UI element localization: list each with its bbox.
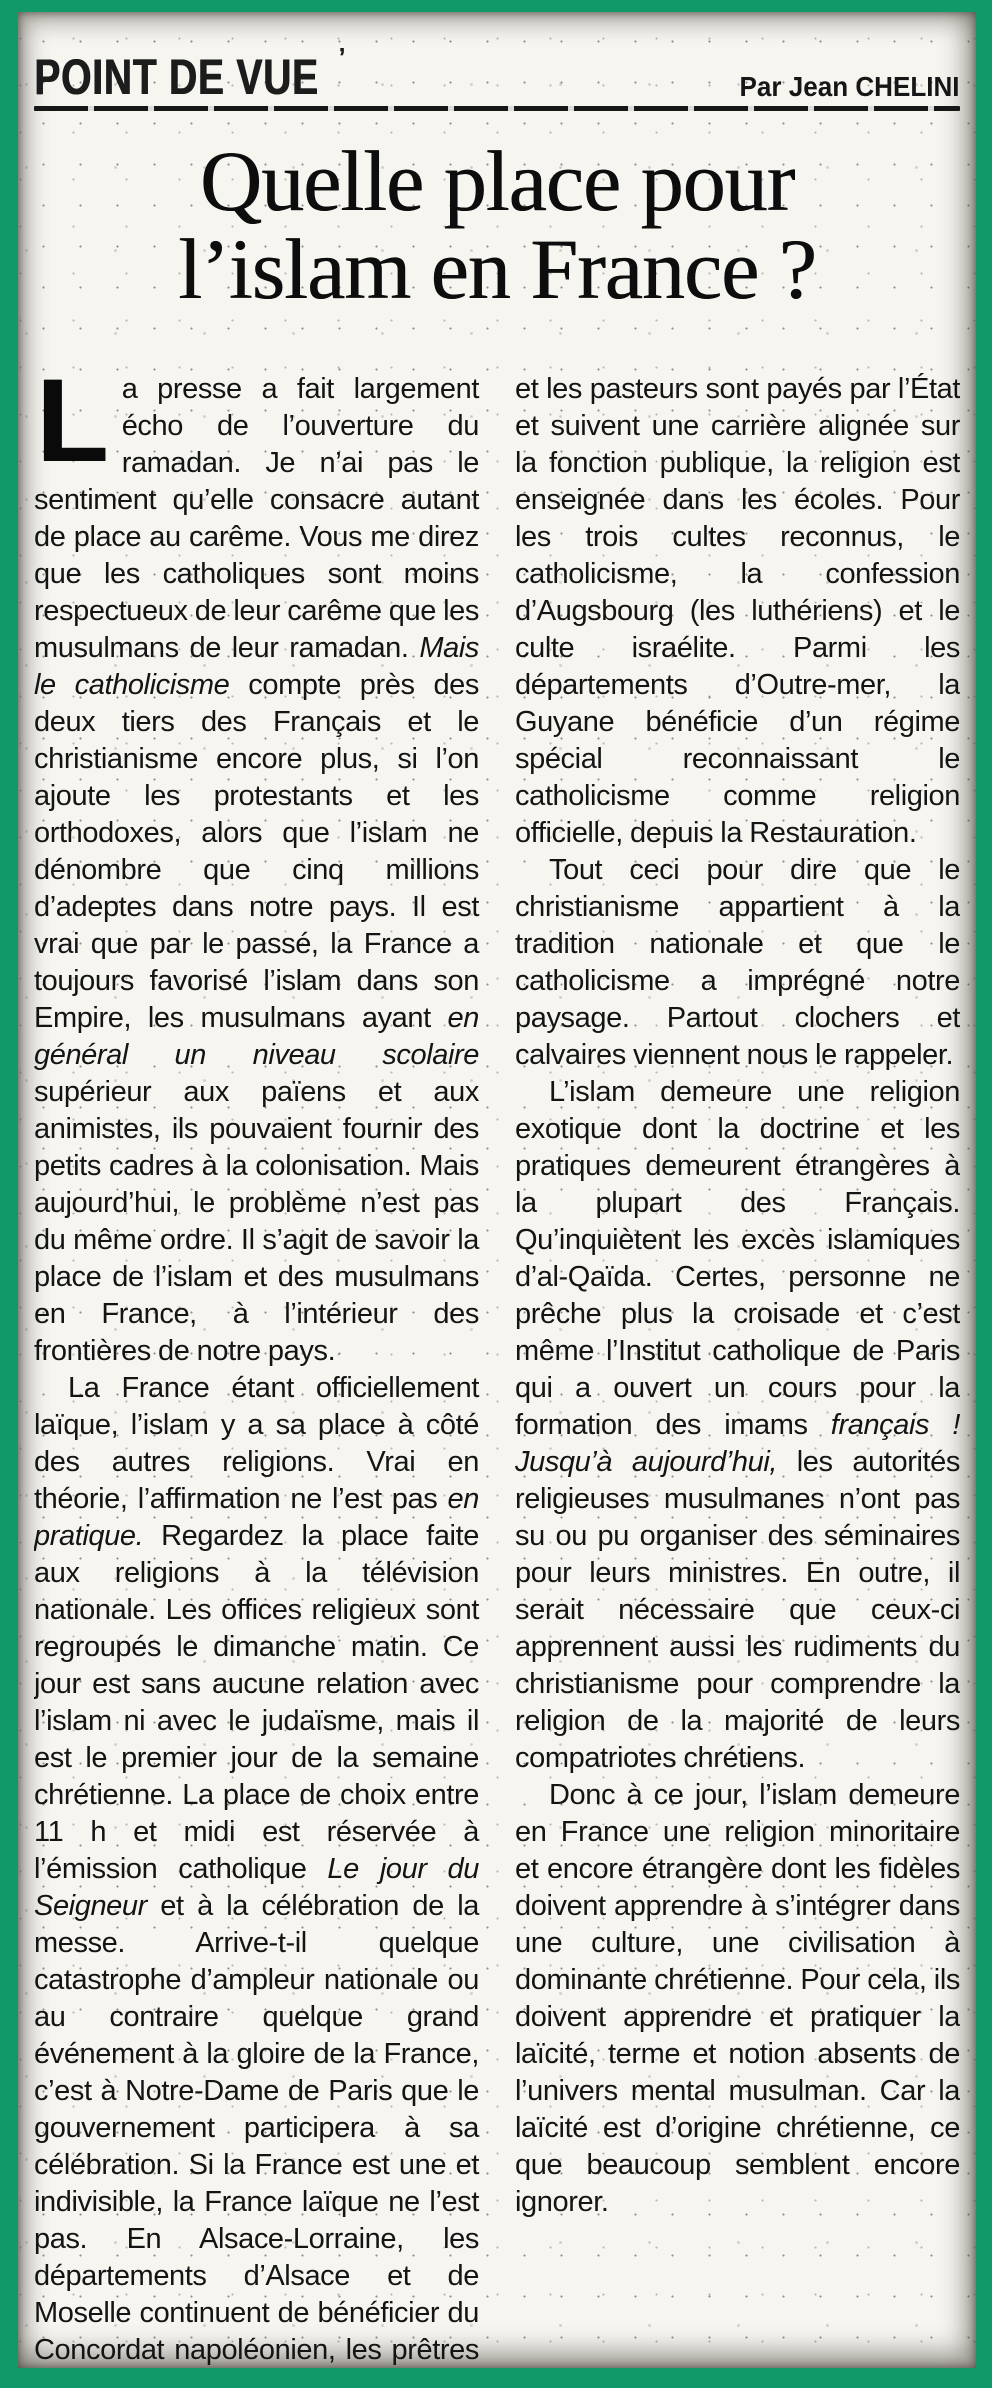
paragraph — [515, 1777, 960, 2221]
article-body — [34, 371, 960, 2368]
masthead-rule — [34, 106, 960, 111]
body-text: les autorités religieuses musulmanes n’ont pas su ou pu organiser des séminaires pour leurs ministres. En outre, il serait nécessaire que ceux-ci apprennent aussi les rudiments du christianisme pour comprendre la religion de la majorité de leurs compatriotes chrétiens. — [515, 1445, 960, 1774]
body-text: La France étant officiellement laïque, l’islam y a sa place à côté des autres religions. Vrai en théorie, l’affirmation ne l’est pas — [34, 1371, 479, 1515]
paragraph — [515, 1074, 960, 1777]
drop-cap: L — [36, 370, 108, 487]
body-text: L’islam demeure une religion exotique dont la doctrine et les pratiques demeurent étrangères à la plupart des Français. Qu’inquiètent les excès islamiques d’al-Qaïda. Certes, personne ne prêche plus la croisade et c’est même l’Institut catholique de Paris qui a ouvert un cours pour la formation des imams — [515, 1075, 960, 1441]
title-line-1: Quelle place pour — [199, 133, 795, 229]
article-title — [34, 133, 960, 317]
masthead — [34, 32, 960, 106]
byline: Par Jean CHELINI — [740, 71, 960, 102]
paragraph — [515, 852, 960, 1074]
body-text: supérieur aux païens et aux animistes, ils pouvaient fournir des petits cadres à la colonisation. Mais aujourd’hui, le problème n’est pas du même ordre. Il s’agit de savoir la place de l’islam et des musulmans en France, à l’intérieur des frontières de notre pays. — [34, 1075, 479, 1367]
paragraph — [34, 371, 479, 1370]
emphasis-text: Le jour du Seigneur — [34, 1852, 479, 1922]
body-text: Tout ceci pour dire que le christianisme appartient à la tradition nationale et que le catholicisme a imprégné notre paysage. Partout clochers et calvaires viennent nous le rappeler. — [515, 853, 960, 1071]
kicker-point-de-vue: POINT DE VUE ’ — [34, 42, 346, 105]
title-line-2: l’islam en France ? — [178, 221, 816, 317]
emphasis-text: Mais le catholicisme — [34, 631, 479, 701]
emphasis-text: français ! Jusqu’à aujourd’hui, — [515, 1408, 960, 1478]
page-content — [18, 12, 976, 2368]
emphasis-text: en pratique. — [34, 1482, 479, 1552]
scan-artifact: ’ — [338, 42, 346, 72]
body-text: Donc à ce jour, l’islam demeure en France une religion minoritaire et encore étrangère dont les fidèles doivent apprendre à s’intégrer dans une culture, une civilisation à dominante chrétienne. Pour cela, ils doivent apprendre et pratiquer la laïcité, terme et notion absents de l’univers mental musulman. Car la laïcité est d’origine chrétienne, ce que beaucoup semblent encore ignorer. — [515, 1778, 960, 2218]
emphasis-text: en général un niveau scolaire — [34, 1001, 479, 1071]
body-text: Regardez la place faite aux religions à la télévision nationale. Les offices religieux sont regroupés le dimanche matin. Ce jour est sans aucune relation avec l’islam ni avec le judaïsme, mais il est le premier jour de la semaine chrétienne. La place de choix entre 11 h et midi est réservée à l’émission catholique — [34, 1519, 479, 1885]
body-text: a presse a fait largement écho de l’ouverture du ramadan. Je n’ai pas le sentiment qu’elle consacre autant de place au carême. Vous me direz que les catholiques sont moins respectueux de leur carême que les musulmans de leur ramadan. — [34, 372, 479, 664]
body-text: compte près des deux tiers des Français et le christianisme encore plus, si l’on ajoute les protestants et les orthodoxes, alors que l’islam ne dénombre que cinq millions d’adeptes dans notre pays. Il est vrai que par le passé, la France a toujours favorisé l’islam dans son Empire, les musulmans ayant — [34, 668, 480, 1034]
newspaper-page — [18, 12, 976, 2368]
body-text: et à la célébration de la messe. Arrive-t-il quelque catastrophe d’ampleur nationale ou au contraire quelque grand événement à la gloire de la France, c’est à Notre-Dame de Paris que le gouvernement participera à sa célébration. Si la France est une et indivisible, la France laïque ne l’est pas. En Alsace-Lorraine, les départements d’Alsace et de Moselle continuent de bénéficier du Concordat napoléonien, les prêtres et les pasteurs sont payés par l’État et suivent une carrière alignée sur la fonction publique, la religion est enseignée dans les écoles. Pour les trois cultes reconnus, le catholicisme, la confession d’Augsbourg (les luthériens) et le culte israélite. Parmi les départements d’Outre-mer, la Guyane bénéficie d’un régime spécial reconnaissant le catholicisme comme religion officielle, depuis la Restauration. — [34, 372, 960, 2366]
